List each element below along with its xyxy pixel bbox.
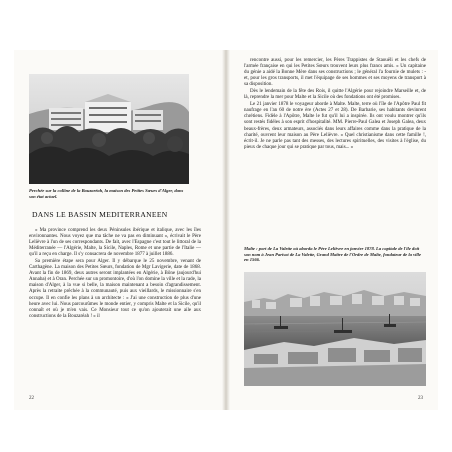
- right-body-text: [244, 58, 426, 151]
- left-body-text: [29, 228, 201, 320]
- left-paragraph-1: « Ma province comprend les deux Péninsules ibérique et italique, avec les îles environnantes. Nous voyez que ma tâche ne va pas en diminuant », écrivait le Père Lelièvre à l'un de ses correspondants. De fait, avec l'Espagne c'est tout le littoral de la Méditerranée — l'Algérie, Malte, la Sicile, Naples, Rome et une partie de l'Italie — qu'il a reçu en charge. Il s'y consacrera de novembre 1877 à juillet 1886.: [29, 228, 201, 258]
- left-page: [14, 50, 222, 410]
- bouzareah-house-image: [29, 74, 189, 184]
- right-paragraph-2: Dès le lendemain de la fête des Rois, il quitte l'Algérie pour rejoindre Marseille et, de là, reprendre la mer pour Malte et la Sicile où des fondations ont été promises.: [244, 89, 426, 101]
- right-page: [230, 50, 438, 410]
- bouzareah-house-photo: [29, 74, 189, 184]
- left-paragraph-2: Sa première étape sera pour Alger. Il y débarque le 25 novembre, venant de Carthagène. La maison des Petites Sœurs, fondation de Mgr Lavigerie, date de 1868. Avant la fin de 1869, deux autres seront implantées en Algérie, à Bône (aujourd'hui Annaba) et à Oran. Perchée sur un promontoire, d'où l'on domine la ville et la rade, la maison d'Alger, à la vue si belle, la maison maintenant a besoin d'agrandissement. Après la retraite prêchée à la communauté, puis aux vieillards, le missionnaire s'en occupe. Il en confie les plans à un architecte : « J'ai une construction de plus d'une heure avec lui. Nous parcourûmes le monde entier, y compris Malte et la Sicile, qu'il connaît et où je m'en vais. Ce Monsieur tout ce qu'on ajouterait une aile aux constructions de la Bouzaréah ! » il: [29, 259, 201, 319]
- valletta-photo-caption: Malte : port de La Valette où aborda le Père Lelièvre en janvier 1878. La capitale de l'île doit son nom à Jean Parisot de La Valette, Grand Maître de l'Ordre de Malte, fondateur de la ville en 1566.: [244, 246, 421, 263]
- valletta-harbour-photo: [244, 272, 426, 386]
- section-heading: DANS LE BASSIN MEDITERRANEEN: [32, 210, 168, 219]
- left-page-number: 22: [29, 396, 34, 401]
- right-paragraph-1: rencontre aussi, pour les remercier, les Pères Trappistes de Staouëli et les chefs de l'armée française en qui les Petites Sœurs trouvent leurs plus francs amis. « Un capitaine du génie a aidé la Bonne Mère dans ses constructions ; le général l'a fournie de mulets : - et, pour les gros transports, il met l'équipage de ses hommes et ses moyens de transport à sa disposition.: [244, 58, 426, 88]
- book-gutter: [222, 50, 230, 410]
- bouzareah-photo-caption: Perchée sur la colline de la Bouzaréah, la maison des Petites Sœurs d'Alger, dans son état actuel.: [29, 188, 184, 199]
- right-page-number: 23: [418, 396, 423, 401]
- right-paragraph-3: Le 21 janvier 1878 le voyageur aborde à Malte. Malte, terre où l'île de l'Apôtre Paul fit naufrage en l'an 60 de notre ère (Actes 27 et 28). De Barbarie, ses habitants devinrent chrétiens. Fidèle à l'Apôtre, Malte le fut qu'il lui a inspirée. Ils ont voulu montrer qu'ils sont restés fidèles à son esprit d'hospitalité. MM. Pierre-Paul Galea et Joseph Galea, deux beaux-frères, deux armateurs, associés dans leurs affaires comme dans la pratique de la charité, ouvrent leur maison au Père Lelièvre. « Quel christianisme dans cette famille !, écrit-il. Je ne parle pas tant des messes, des lectures spirituelles, des visites à l'église, du pieux de chaque jour qui se pratique par tous, mais... »: [244, 102, 426, 150]
- valletta-harbour-image: [244, 272, 426, 386]
